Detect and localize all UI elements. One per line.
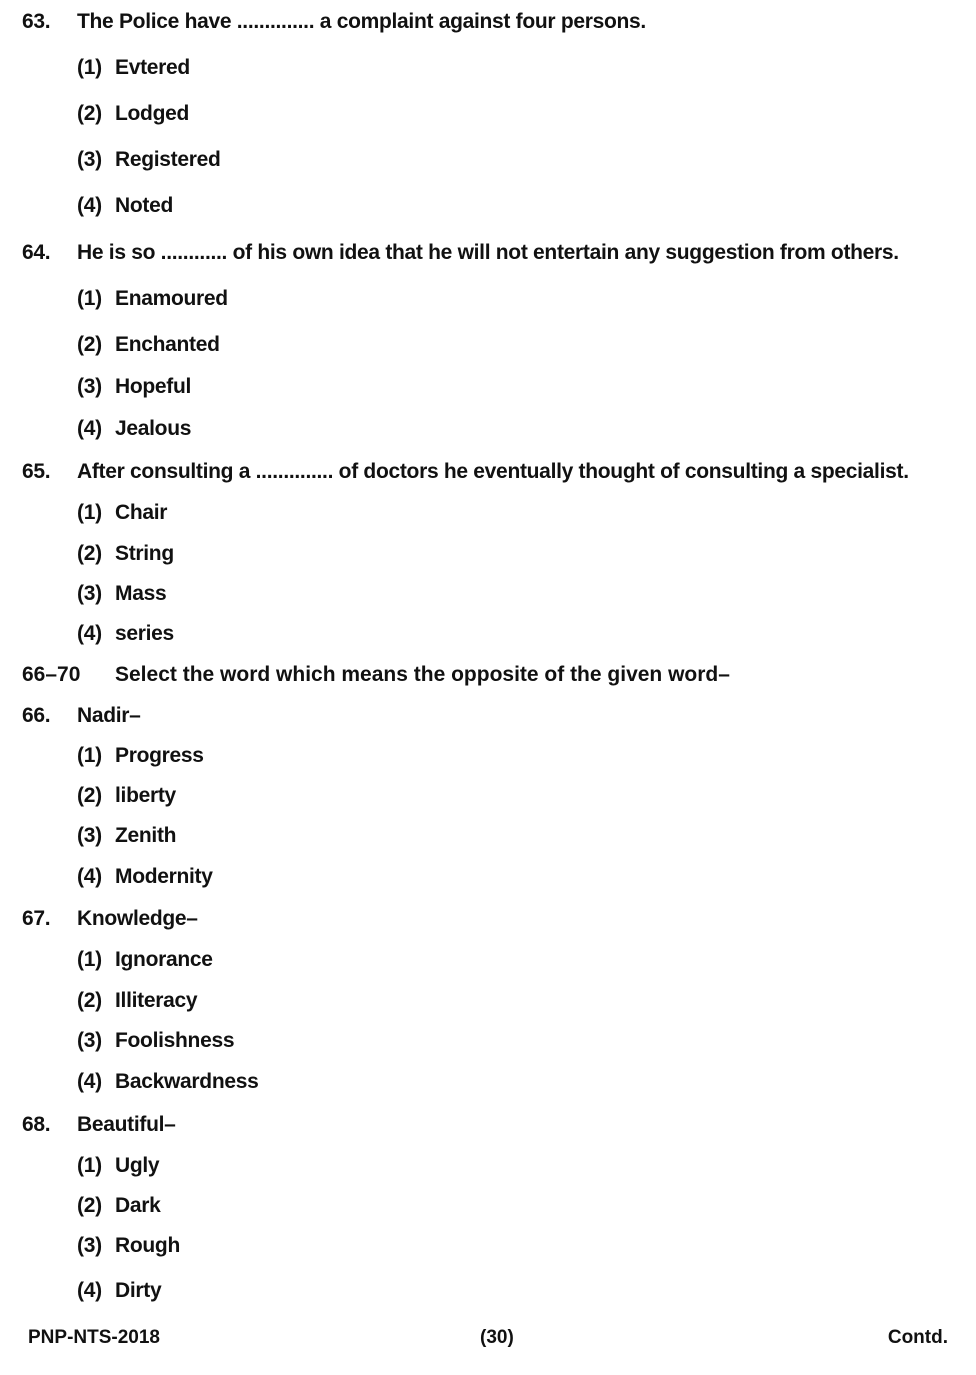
option-item: (1) Progress [77, 744, 204, 767]
section-text: Select the word which means the opposite of the given word– [115, 663, 730, 686]
option-item: (2) Illiteracy [77, 989, 198, 1012]
option-item: (3) Hopeful [77, 375, 192, 398]
question-63 [22, 10, 646, 34]
footer-contd: Contd. [887, 1327, 948, 1348]
question-number: 67. [22, 907, 51, 930]
option-item: (1) Ugly [77, 1154, 160, 1177]
option-item: (2) Enchanted [77, 333, 220, 356]
question-text: After consulting a .............. of doctors he eventually thought of consulting a specialist. [77, 460, 909, 483]
option-item: (2) String [77, 542, 174, 565]
option-item: (1) Ignorance [77, 948, 213, 971]
question-67 [22, 907, 198, 931]
option-item: (3) Foolishness [77, 1029, 235, 1052]
option-item: (4) Backwardness [77, 1070, 259, 1093]
option-item: (3) Mass [77, 582, 167, 605]
question-number: 65. [22, 460, 51, 483]
option-item: (2) Lodged [77, 102, 190, 125]
option-item: (4) Dirty [77, 1279, 162, 1302]
section-number: 66–70 [22, 663, 81, 686]
option-item: (4) Jealous [77, 417, 192, 440]
footer-code: PNP-NTS-2018 [28, 1327, 160, 1348]
question-68 [22, 1113, 176, 1137]
option-item: (2) liberty [77, 784, 176, 807]
option-item: (1) Enamoured [77, 287, 228, 310]
question-number: 64. [22, 241, 51, 264]
question-66 [22, 704, 141, 728]
option-item: (3) Zenith [77, 824, 177, 847]
question-text: Knowledge– [77, 907, 198, 930]
question-number: 66. [22, 704, 51, 727]
option-item: (3) Registered [77, 148, 221, 171]
question-text: Nadir– [77, 704, 141, 727]
question-64 [22, 241, 899, 265]
question-text: The Police have .............. a complaint against four persons. [77, 10, 646, 33]
question-text: He is so ............ of his own idea that he will not entertain any suggestion from others. [77, 241, 899, 264]
option-item: (1) Chair [77, 501, 168, 524]
question-text: Beautiful– [77, 1113, 176, 1136]
section-heading [22, 663, 730, 687]
question-number: 63. [22, 10, 51, 33]
page-number: (30) [480, 1327, 514, 1348]
option-item: (4) Noted [77, 194, 173, 217]
question-65 [22, 460, 909, 484]
option-item: (3) Rough [77, 1234, 180, 1257]
option-item: (1) Evtered [77, 56, 190, 79]
question-number: 68. [22, 1113, 51, 1136]
option-item: (4) series [77, 622, 174, 645]
option-item: (2) Dark [77, 1194, 161, 1217]
option-item: (4) Modernity [77, 865, 213, 888]
